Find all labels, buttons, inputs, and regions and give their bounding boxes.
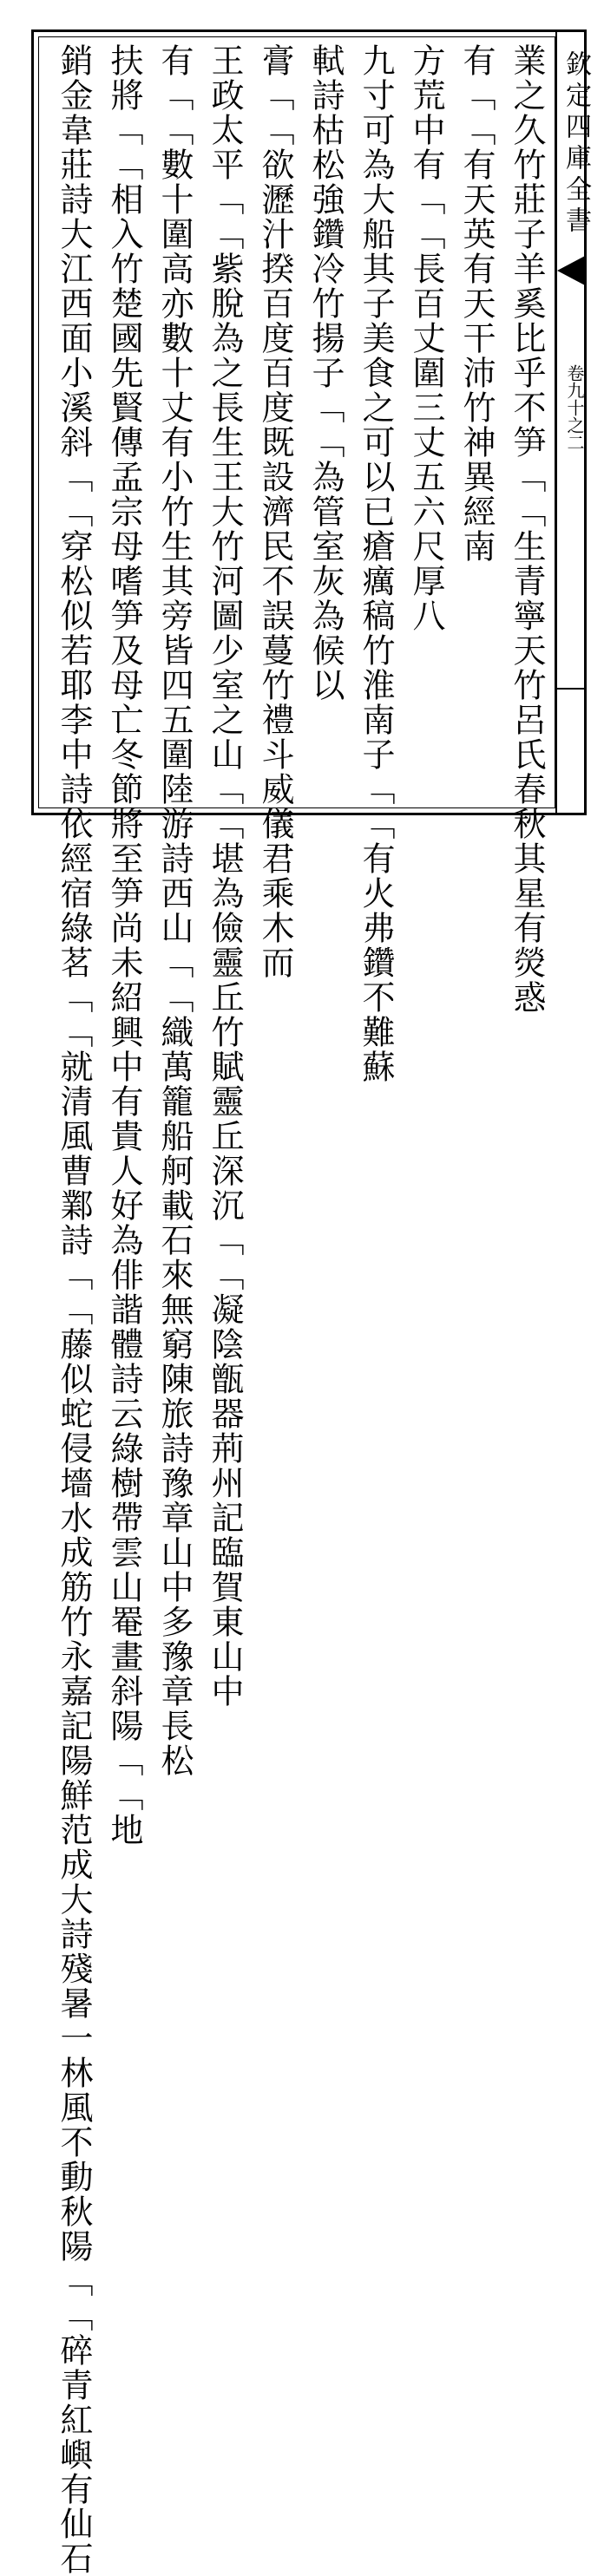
- margin-divider: [555, 688, 587, 690]
- text-columns: [49, 43, 552, 2576]
- text-column-5: 軾詩枯松強鑽冷竹揚子﹁﹁為管室灰為候以: [306, 43, 345, 703]
- text-column-10: 銷金韋莊詩大江西面小溪斜﹁﹁穿松似若耶李中詩依經宿綠茗﹁﹁就清風曹鄴詩﹁﹁藤似蛇侵墻水成筋竹永嘉記陽鮮范成大詩殘暑一林風不動秋陽﹁﹁碎青紅嶼有仙石: [55, 43, 93, 2576]
- text-column-8: 有﹁﹁數十圍高亦數十丈有小竹生其旁皆四五圍陸游詩西山﹁﹁織萬籠船舸載石來無窮陳旅詩豫章山中多豫章長松: [155, 43, 194, 1778]
- text-column-9: 扶將﹁﹁相入竹楚國先賢傳孟宗母嗜笋及母亡冬節將至笋尚未紹興中有貴人好為俳諧體詩云綠樹帶雲山罨畫斜陽﹁﹁地: [105, 43, 143, 1847]
- fishtail-mark: [557, 255, 587, 286]
- book-title: 欽定四庫全書: [561, 50, 591, 238]
- text-column-1: 業之久竹莊子羊奚比乎不笋﹁﹁生青寧天竹呂氏春秋其星有熒惑: [508, 43, 546, 1015]
- volume-label: 卷九十之二: [564, 364, 585, 451]
- text-column-6: 膏﹁﹁欲瀝汁揆百度百度既設濟民不誤蔓竹禮斗威儀君乘木而: [256, 43, 294, 980]
- text-column-4: 九寸可為大船其子美食之可以已瘡癘稿竹淮南子﹁﹁有火弗鑽不難蘇: [357, 43, 395, 1084]
- text-column-2: 有﹁﹁有天英有天干沛竹神異經南: [457, 43, 496, 564]
- text-column-7: 王政太平﹁﹁紫脫為之長生王大竹河圖少室之山﹁﹁堪為儉靈丘竹賦靈丘深沉﹁﹁凝陰甑器荊州記臨賀東山中: [206, 43, 244, 1709]
- text-column-3: 方荒中有﹁﹁長百丈圍三丈五六尺厚八: [407, 43, 445, 633]
